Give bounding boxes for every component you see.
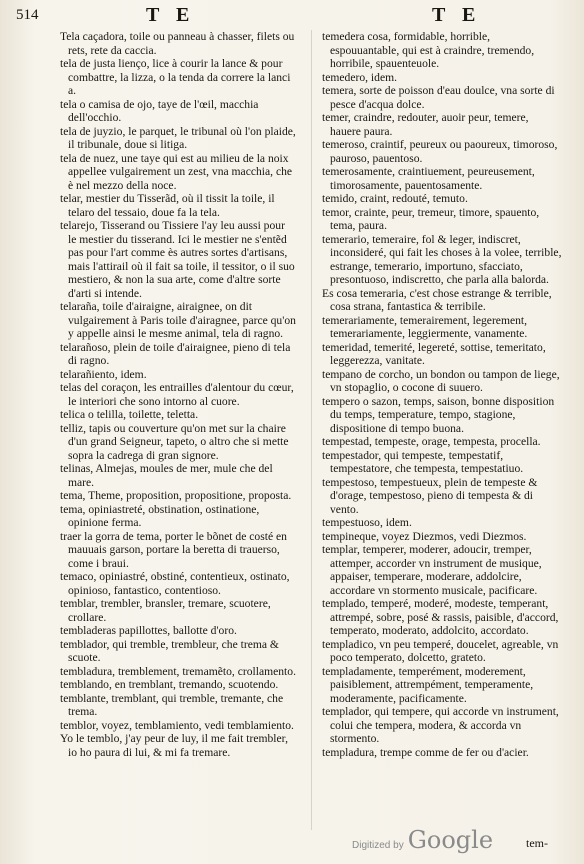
dictionary-entry: traer la gorra de tema, porter le bõnet de costé en mauuais garson, portare la beretta di trauerso, come i braui. [60,529,287,570]
dictionary-entry: temedera cosa, formidable, horrible, espouuantable, qui est à craindre, tremendo, horribile, spauenteuole. [322,30,535,70]
dictionary-entry: telas del coraçon, les entrailles d'alentour du cœur, le interiori che sono intorno al cuore. [60,381,294,408]
dictionary-entry: telaraña, toile d'airaigne, airaignee, on dit vulgairement à Paris toile d'airagnee, parce qu'on y appelle ainsi le mesme animal, tela di ragno. [60,300,296,340]
dictionary-entry: temerario, temeraire, fol & leger, indiscret, inconsideré, qui fait les choses à la volee, terrible, estrange, temerario, importuno, sfacciato, presontuoso, indiscretto, che parla alla balorda. [322,232,562,286]
dictionary-entry: tempestad, tempeste, orage, tempesta, procella. [322,435,541,448]
dictionary-entry: tempineque, voyez Diezmos, vedi Diezmos. [322,529,527,543]
dictionary-entry: temor, crainte, peur, tremeur, timore, spauento, tema, paura. [322,205,540,232]
dictionary-entry: telarañiento, idem. [60,367,147,381]
dictionary-entry: tela de nuez, une taye qui est au milieu de la noix appellee vulgairement un zest, vna macchia, che è nel mezzo della noce. [60,151,293,192]
dictionary-entry: tema, opiniastreté, obstination, ostinatione, opinione ferma. [60,502,260,529]
dictionary-entry: tela o camisa de ojo, taye de l'œil, macchia dell'occhio. [60,97,259,124]
dictionary-entry: temblar, trembler, bransler, tremare, scuotere, crollare. [60,597,271,624]
catchword: tem- [526,836,548,850]
dictionary-entry: temedero, idem. [322,70,398,84]
dictionary-entry: temer, craindre, redouter, auoir peur, temere, hauere paura. [322,111,529,138]
page-header [0,4,584,28]
column-divider [311,30,312,830]
dictionary-entry: temerosamente, craintiuement, peureusement, timorosamente, pauentosamente. [322,165,535,192]
watermark-prefix: Digitized by [352,840,404,851]
dictionary-entry: templadura, trempe comme de fer ou d'acier. [322,745,529,759]
dictionary-entry: temeridad, temerité, legereté, sottise, temeritato, leggerezza, vanitate. [322,340,546,367]
dictionary-entry: telarejo, Tisserand ou Tissiere l'ay leu aussi pour le mestier du tisserand. Ici le mestier ne s'entẽd pas pour l'art comme ès autres sortes d'artisans, mais l'attirail où il fait sa toile, il tessitor, o il suo mestiero, & non la sua arte, come d'altre sorte d'arti si intende. [60,219,295,300]
google-watermark [352,826,493,854]
dictionary-entry: telliz, tapis ou couverture qu'on met sur la chaire d'un grand Seigneur, tapeto, o altro che si mette sopra la cadrega di gran signore. [60,421,289,462]
dictionary-entry: tema, Theme, proposition, propositione, proposta. [60,489,292,502]
running-head-left: T E [146,4,196,26]
dictionary-entry: templador, qui tempere, qui accorde vn instrument, colui che tempera, modera, & accorda vn stormento. [322,705,559,745]
dictionary-entry: telarañoso, plein de toile d'airaignee, pieno di tela di ragno. [60,340,291,367]
dictionary-entry: tempestador, qui tempeste, tempestatif, tempestatore, che tempesta, tempestatiuo. [322,448,524,475]
dictionary-entry: temeroso, craintif, peureux ou paoureux, timoroso, pauroso, pauentoso. [322,138,558,165]
left-column [60,30,296,759]
dictionary-entry: tempero o sazon, temps, saison, bonne disposition du temps, temperature, tempo, stagione, dispositione di tempo buona. [322,394,555,435]
dictionary-entry: temido, craint, redouté, temuto. [322,192,468,205]
dictionary-entry: telar, mestier du Tisserãd, où il tissit la toile, il telaro del tessaio, doue fa la tela. [60,192,275,219]
dictionary-entry: temera, sorte de poisson d'eau doulce, vna sorte di pesce d'acqua dolce. [322,84,555,111]
google-logo: Google [407,826,494,854]
dictionary-entry: tembladeras papillottes, ballotte d'oro. [60,624,237,637]
dictionary-entry: templado, temperé, moderé, modeste, temperant, attrempé, sobre, posé & rassis, paisible, d'accord, temperato, moderato, addolcito, accordato. [322,597,559,637]
dictionary-entry: tempano de corcho, un bondon ou tampon de liege, vn stopaglio, o cocone di suuero. [322,367,560,394]
dictionary-entry: temblador, qui tremble, trembleur, che trema & scuote. [60,637,279,664]
right-column [322,30,562,759]
dictionary-entry: telinas, Almejas, moules de mer, mule che del mare. [60,462,273,489]
dictionary-entry: tela de justa lienço, lice à courir la lance & pour combattre, la lizza, o la tenda da correre la lanci a. [60,57,291,97]
dictionary-entry: Es cosa temeraria, c'est chose estrange & terrible, cosa strana, fantastica & terribile. [322,286,552,313]
dictionary-entry: temerariamente, temerairement, legerement, temerariamente, leggiermente, vanamente. [322,313,528,340]
dictionary-entry: Tela caçadora, toile ou panneau à chasser, filets ou rets, rete da caccia. [60,30,295,57]
dictionary-entry: tempestuoso, idem. [322,516,412,529]
dictionary-entry: templar, temperer, moderer, adoucir, tremper, attemper, accorder vn instrument de musique, appaiser, temperare, moderare, addolcire, accordare vn stormento musicale, pacificare. [322,543,542,597]
dictionary-entry: temaco, opiniastré, obstiné, contentieux, ostinato, opinioso, fantastico, contentioso. [60,570,290,597]
dictionary-entry: tela de juyzio, le parquet, le tribunal où l'on plaide, il tribunale, doue si litiga. [60,124,296,151]
dictionary-entry: templadico, vn peu temperé, doucelet, agreable, vn poco temperato, dolcetto, grateto. [322,637,559,664]
dictionary-entry: temblor, voyez, temblamiento, vedi temblamiento. [60,718,294,732]
dictionary-entry: Yo le temblo, j'ay peur de luy, il me fait trembler, io ho paura di lui, & mi fa tremare. [60,732,288,759]
dictionary-entry: templadamente, temperément, moderement, paisiblement, attrempément, temperamente, moderamente, pacificamente. [322,664,534,705]
page-number: 514 [16,7,39,23]
dictionary-entry: telica o telilla, toilette, teletta. [60,408,199,421]
dictionary-entry: tembladura, tremblement, tremamẽto, crollamento. [60,664,296,678]
dictionary-entry: temblante, tremblant, qui tremble, tremante, che trema. [60,691,284,718]
dictionary-entry: tempestoso, tempestueux, plein de tempeste & d'orage, tempestoso, pieno di tempesta & di vento. [322,475,538,516]
dictionary-entry: temblando, en tremblant, tremando, scuotendo. [60,678,279,691]
running-head-right: T E [432,4,482,26]
